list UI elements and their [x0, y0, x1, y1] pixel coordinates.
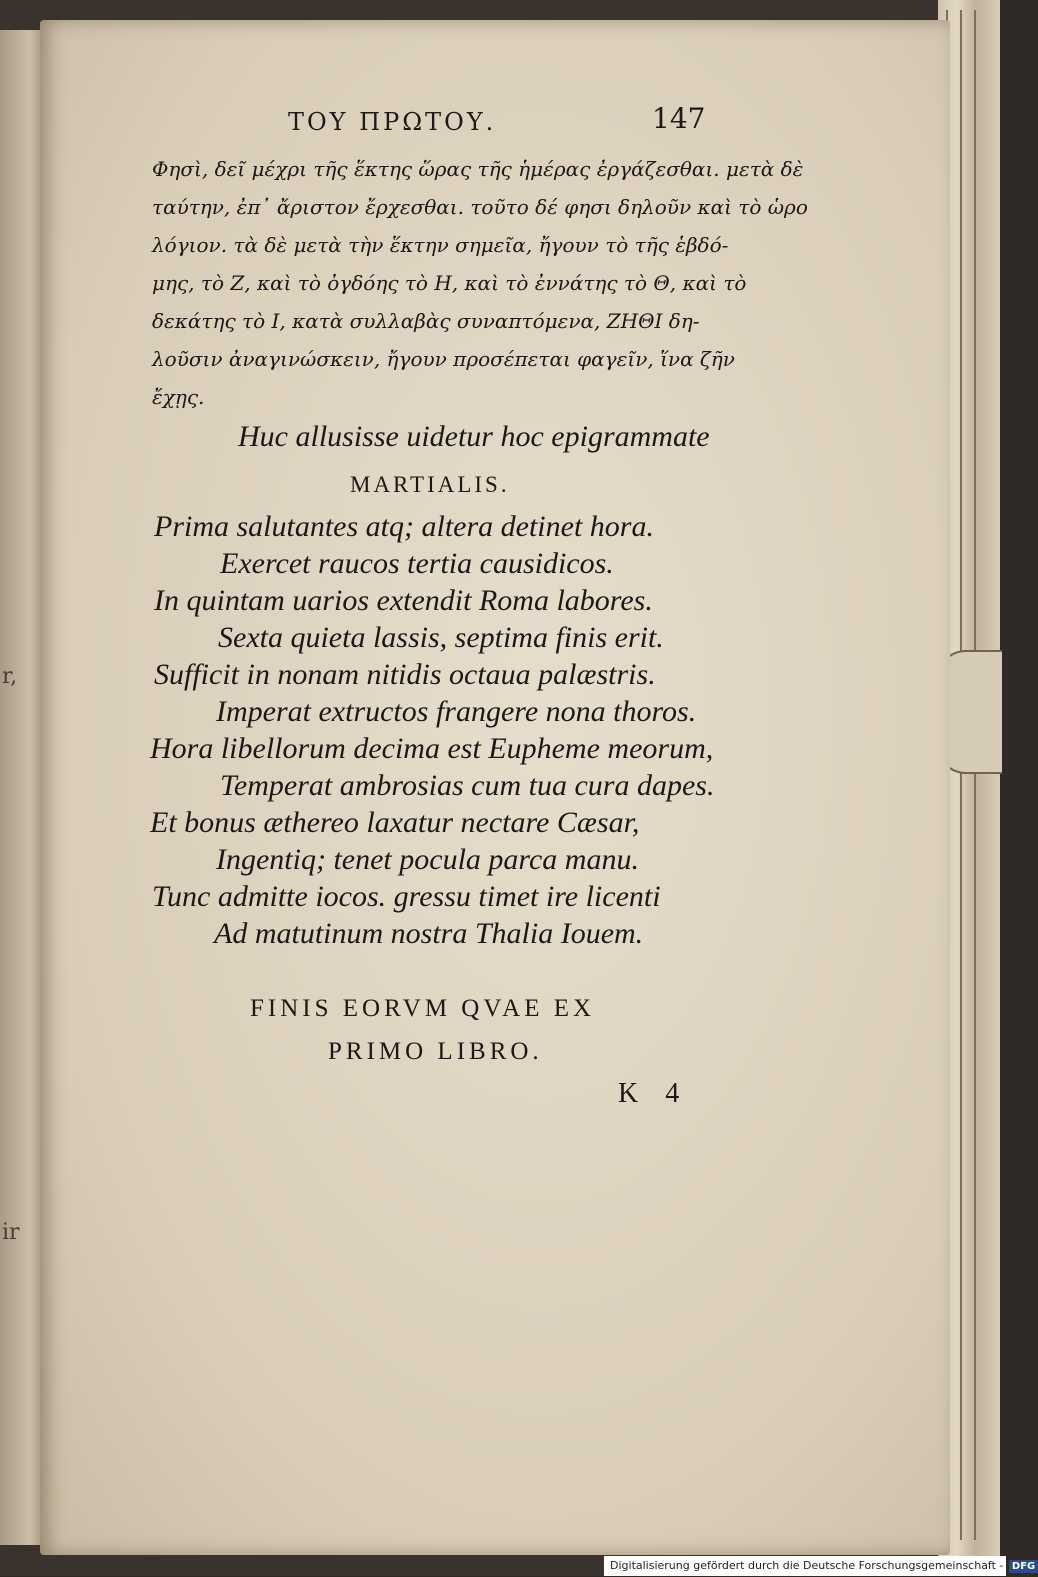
facing-page-mark: ir [2, 1220, 20, 1245]
verse-line: Prima salutantes atq; altera detinet hora. [154, 510, 654, 543]
greek-line: ταύτην, ἐπ᾽ ἄριστον ἔρχεσθαι. τοῦτο δέ φησι δηλοῦν καὶ τὸ ὡρο [152, 195, 808, 219]
greek-line: λόγιον. τὰ δὲ μετὰ τὴν ἕκτην σημεῖα, ἤγουν τὸ τῆς ἑβδό- [152, 233, 729, 257]
facing-page-mark: r, [2, 664, 18, 689]
verse-line: Et bonus æthereo laxatur nectare Cæsar, [150, 806, 640, 839]
page-header [258, 100, 778, 140]
verse-line: Exercet raucos tertia causidicos. [220, 547, 614, 580]
greek-line: ἔχῃς. [152, 385, 205, 409]
finis-line-2: PRIMO LIBRO. [328, 1038, 543, 1065]
intro-line: Huc allusisse uidetur hoc epigrammate [238, 420, 710, 453]
verse-line: Sexta quieta lassis, septima finis erit. [218, 621, 664, 654]
greek-line: δεκάτης τὸ Ι, κατὰ συλλαβὰς συναπτόμενα, ΖΗΘΙ δη- [152, 309, 700, 333]
greek-paragraph [152, 150, 808, 416]
digitization-footer [604, 1556, 1036, 1576]
verse-line: Ingentiq; tenet pocula parca manu. [216, 843, 639, 876]
dfg-logo: DFG [1009, 1560, 1038, 1573]
greek-line: Φησὶ, δεῖ μέχρι τῆς ἕκτης ὥρας τῆς ἡμέρας ἐργάζεσθαι. μετὰ δὲ [152, 157, 804, 181]
verse-line: Ad matutinum nostra Thalia Iouem. [214, 917, 644, 950]
verse-line: Sufficit in nonam nitidis octaua palæstris. [154, 658, 656, 691]
signature-mark: K 4 [618, 1078, 690, 1109]
verse-line: Hora libellorum decima est Eupheme meorum, [150, 732, 714, 765]
greek-line: λοῦσιν ἀναγινώσκειν, ἤγουν προσέπεται φαγεῖν, ἵνα ζῆν [152, 347, 735, 371]
finis-line-1: FINIS EORVM QVAE EX [250, 995, 596, 1022]
verse-line: In quintam uarios extendit Roma labores. [154, 584, 653, 617]
verse-line: Imperat extructos frangere nona thoros. [216, 695, 697, 728]
verse-line: Temperat ambrosias cum tua cura dapes. [220, 769, 715, 802]
running-head: ΤΟΥ ΠΡΩΤΟΥ. [288, 108, 497, 136]
verse-line: Tunc admitte iocos. gressu timet ire licenti [152, 880, 661, 913]
greek-line: μης, τὸ Ζ, καὶ τὸ ὀγδόης τὸ Η, καὶ τὸ ἐννάτης τὸ Θ, καὶ τὸ [152, 271, 747, 295]
footer-text: Digitalisierung gefördert durch die Deutsche Forschungsgemeinschaft - [610, 1559, 1004, 1572]
page-number: 147 [652, 102, 706, 135]
author-heading: MARTIALIS. [350, 472, 510, 497]
